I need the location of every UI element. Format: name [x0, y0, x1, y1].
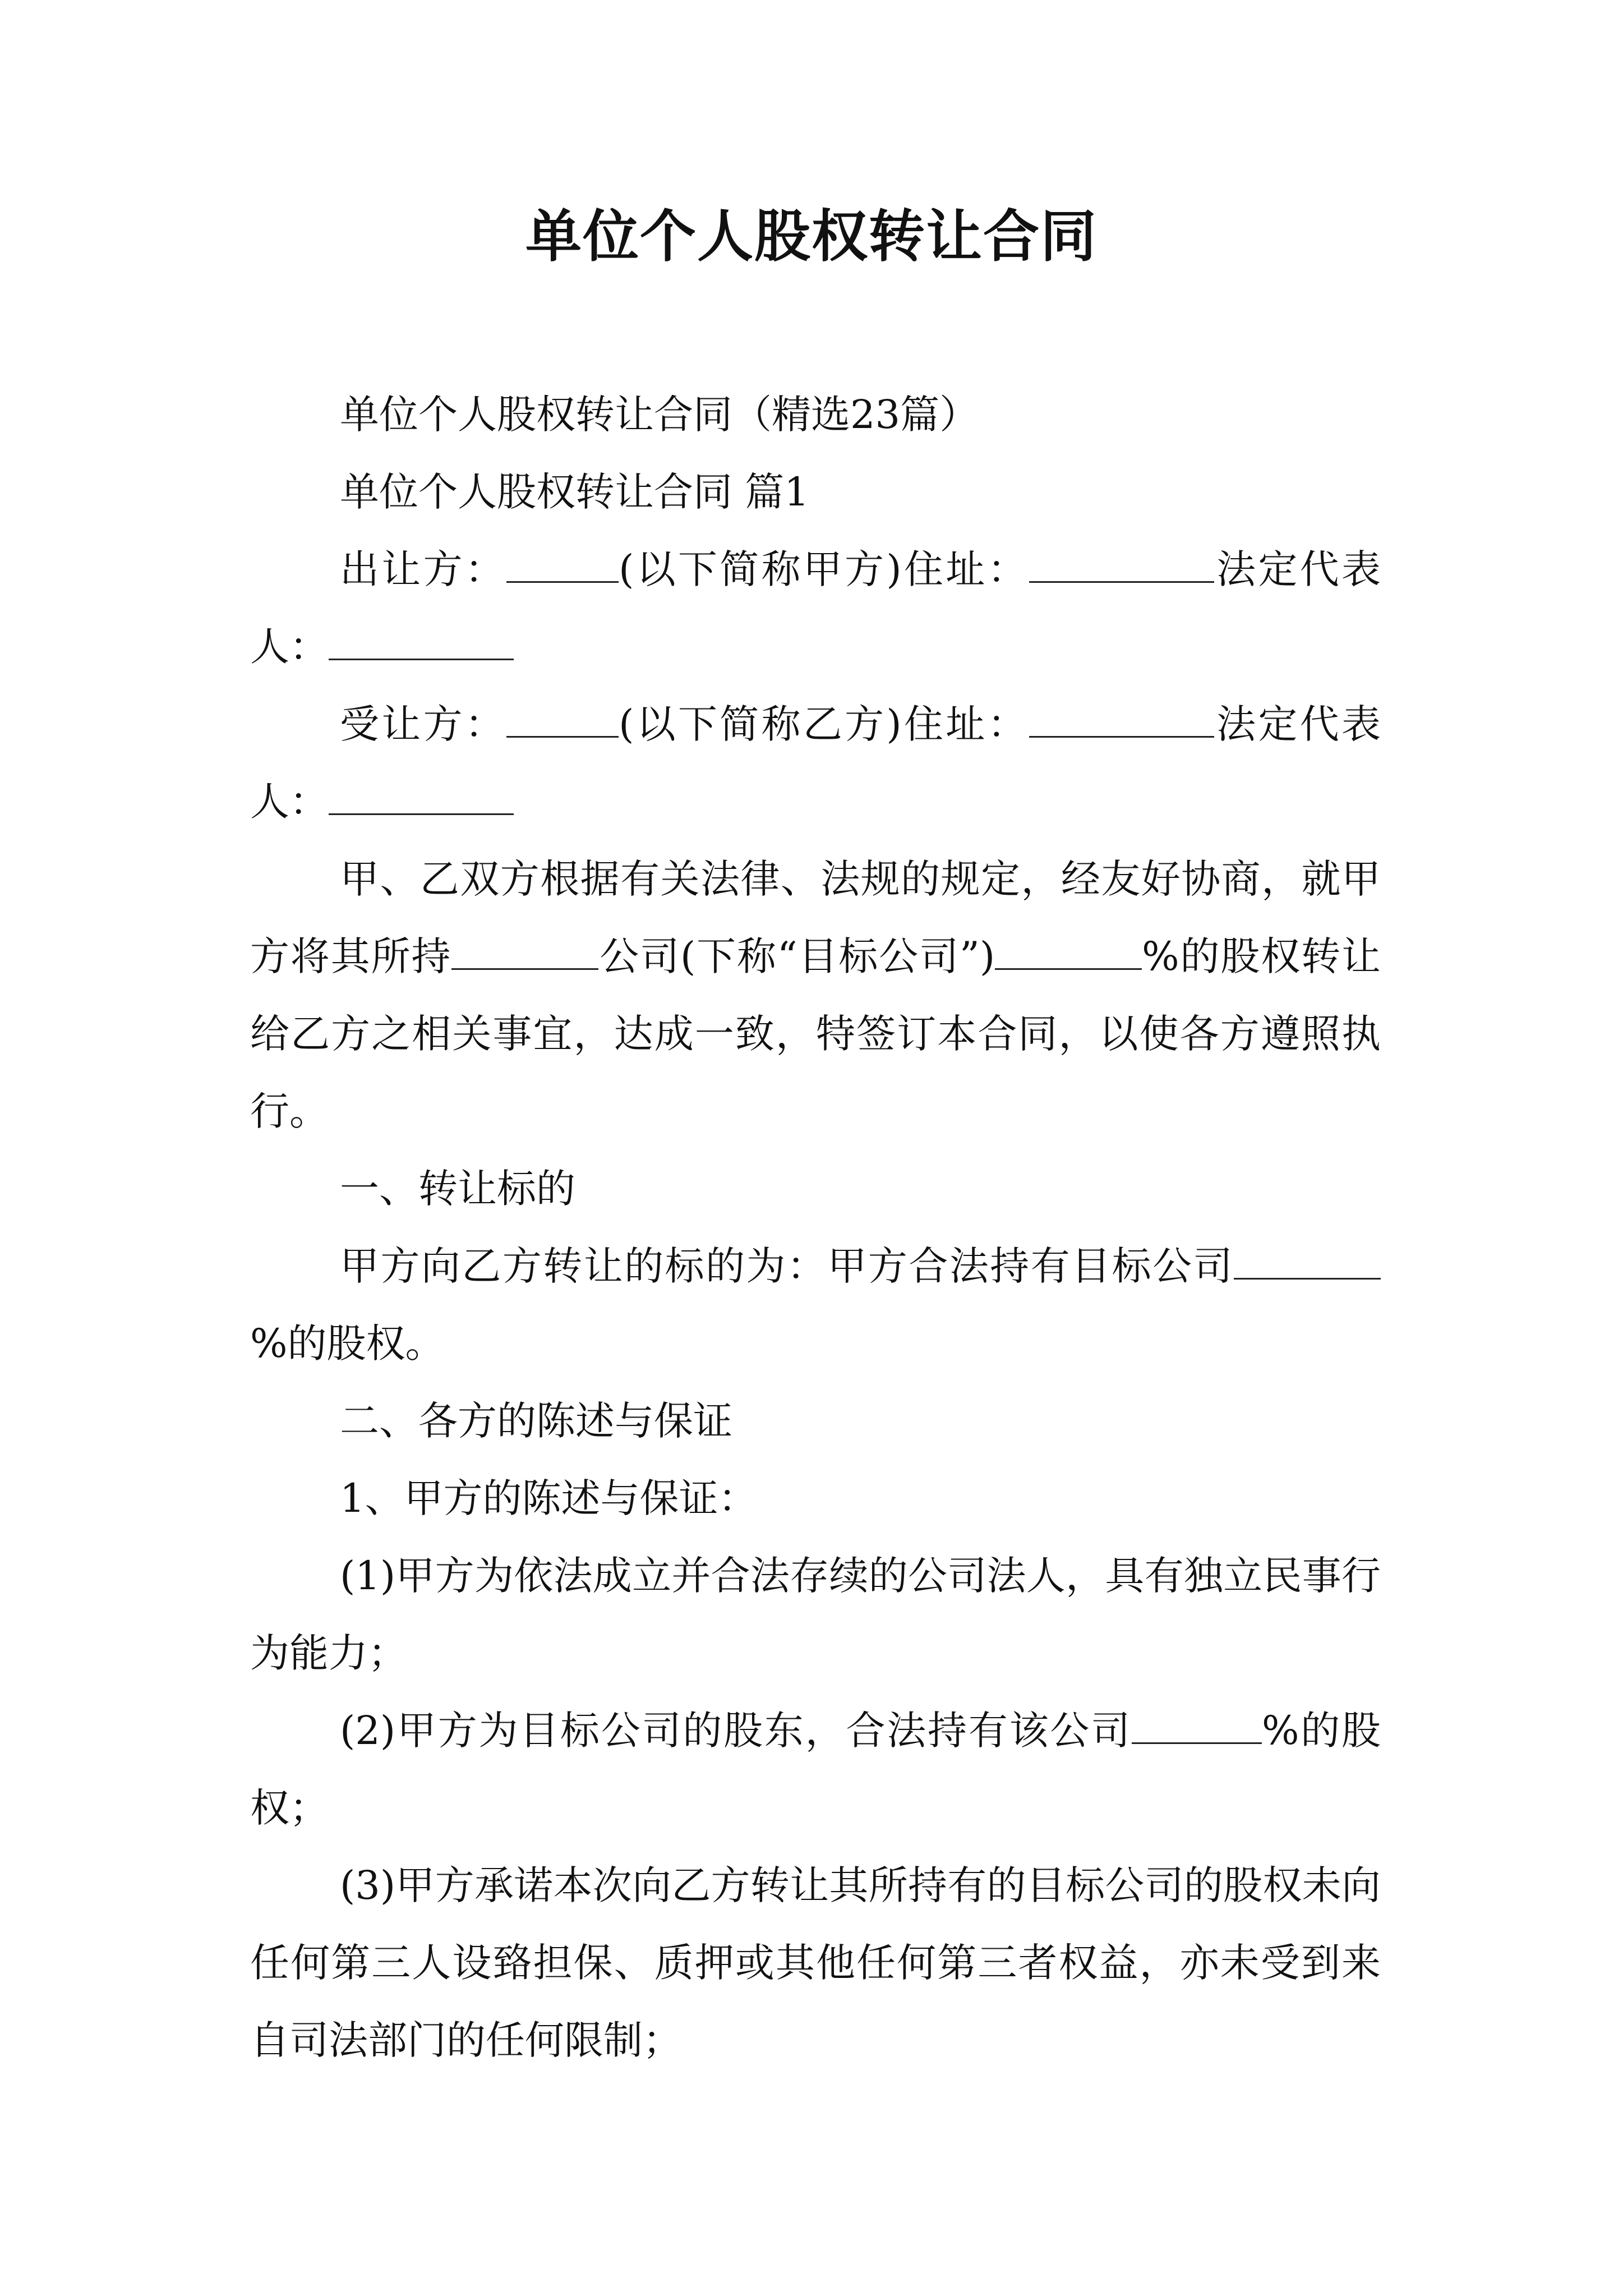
section-title: 单位个人股权转让合同 篇1 [340, 469, 809, 515]
clause1-part2: %的股权。 [250, 1320, 445, 1366]
item2-part1: (2)甲方为目标公司的股东，合法持有该公司 [340, 1708, 1132, 1754]
clause2-heading: 二、各方的陈述与保证 [340, 1398, 732, 1444]
transferee-name-blank [506, 699, 619, 738]
item2-percent-blank [1132, 1705, 1262, 1744]
transferor-line [250, 531, 1381, 685]
intro-paragraph [250, 840, 1381, 1150]
intro-part2: 公司(下称“目标公司”) [598, 933, 995, 979]
transferor-rep-label: 法定代表人： [250, 546, 1381, 670]
transferee-label: 受让方： [340, 701, 507, 747]
subtitle: 单位个人股权转让合同（精选23篇） [340, 392, 979, 438]
company-name-blank [451, 931, 598, 970]
transferee-note: (以下简称乙方)住址： [619, 701, 1029, 747]
item2 [250, 1692, 1381, 1847]
clause1-part1: 甲方向乙方转让的标的为：甲方合法持有目标公司 [340, 1243, 1234, 1289]
transferor-note: (以下简称甲方)住址： [619, 546, 1029, 592]
transferee-rep-label: 法定代表人： [250, 701, 1381, 825]
document-body [250, 376, 1381, 2079]
transferor-label: 出让方： [340, 546, 507, 592]
clause1-percent-blank [1234, 1241, 1381, 1280]
item2-part2: %的股权； [250, 1708, 1381, 1831]
clause1-heading: 一、转让标的 [340, 1166, 575, 1212]
transferee-rep-blank [329, 776, 514, 815]
transferee-address-blank [1029, 699, 1214, 738]
document-title: 单位个人股权转让合同 [525, 204, 1098, 269]
transferor-rep-blank [329, 622, 514, 660]
clause1-text [250, 1227, 1381, 1382]
share-percent-blank [995, 931, 1142, 970]
item1: (1)甲方为依法成立并合法存续的公司法人，具有独立民事行为能力； [250, 1553, 1381, 1676]
transferor-name-blank [506, 544, 619, 583]
intro-part1: 甲、乙双方根据有关法律、法规的规定，经友好协商，就甲方将其所持 [250, 856, 1381, 979]
transferee-line [250, 685, 1381, 840]
transferor-address-blank [1029, 544, 1214, 583]
intro-part3: %的股权转让给乙方之相关事宜，达成一致，特签订本合同，以使各方遵照执行。 [250, 933, 1381, 1134]
clause2-sub1: 1、甲方的陈述与保证： [340, 1475, 758, 1521]
item3: (3)甲方承诺本次向乙方转让其所持有的目标公司的股权未向任何第三人设臵担保、质押或其他任何第三者权益，亦未受到来自司法部门的任何限制； [250, 1862, 1381, 2063]
